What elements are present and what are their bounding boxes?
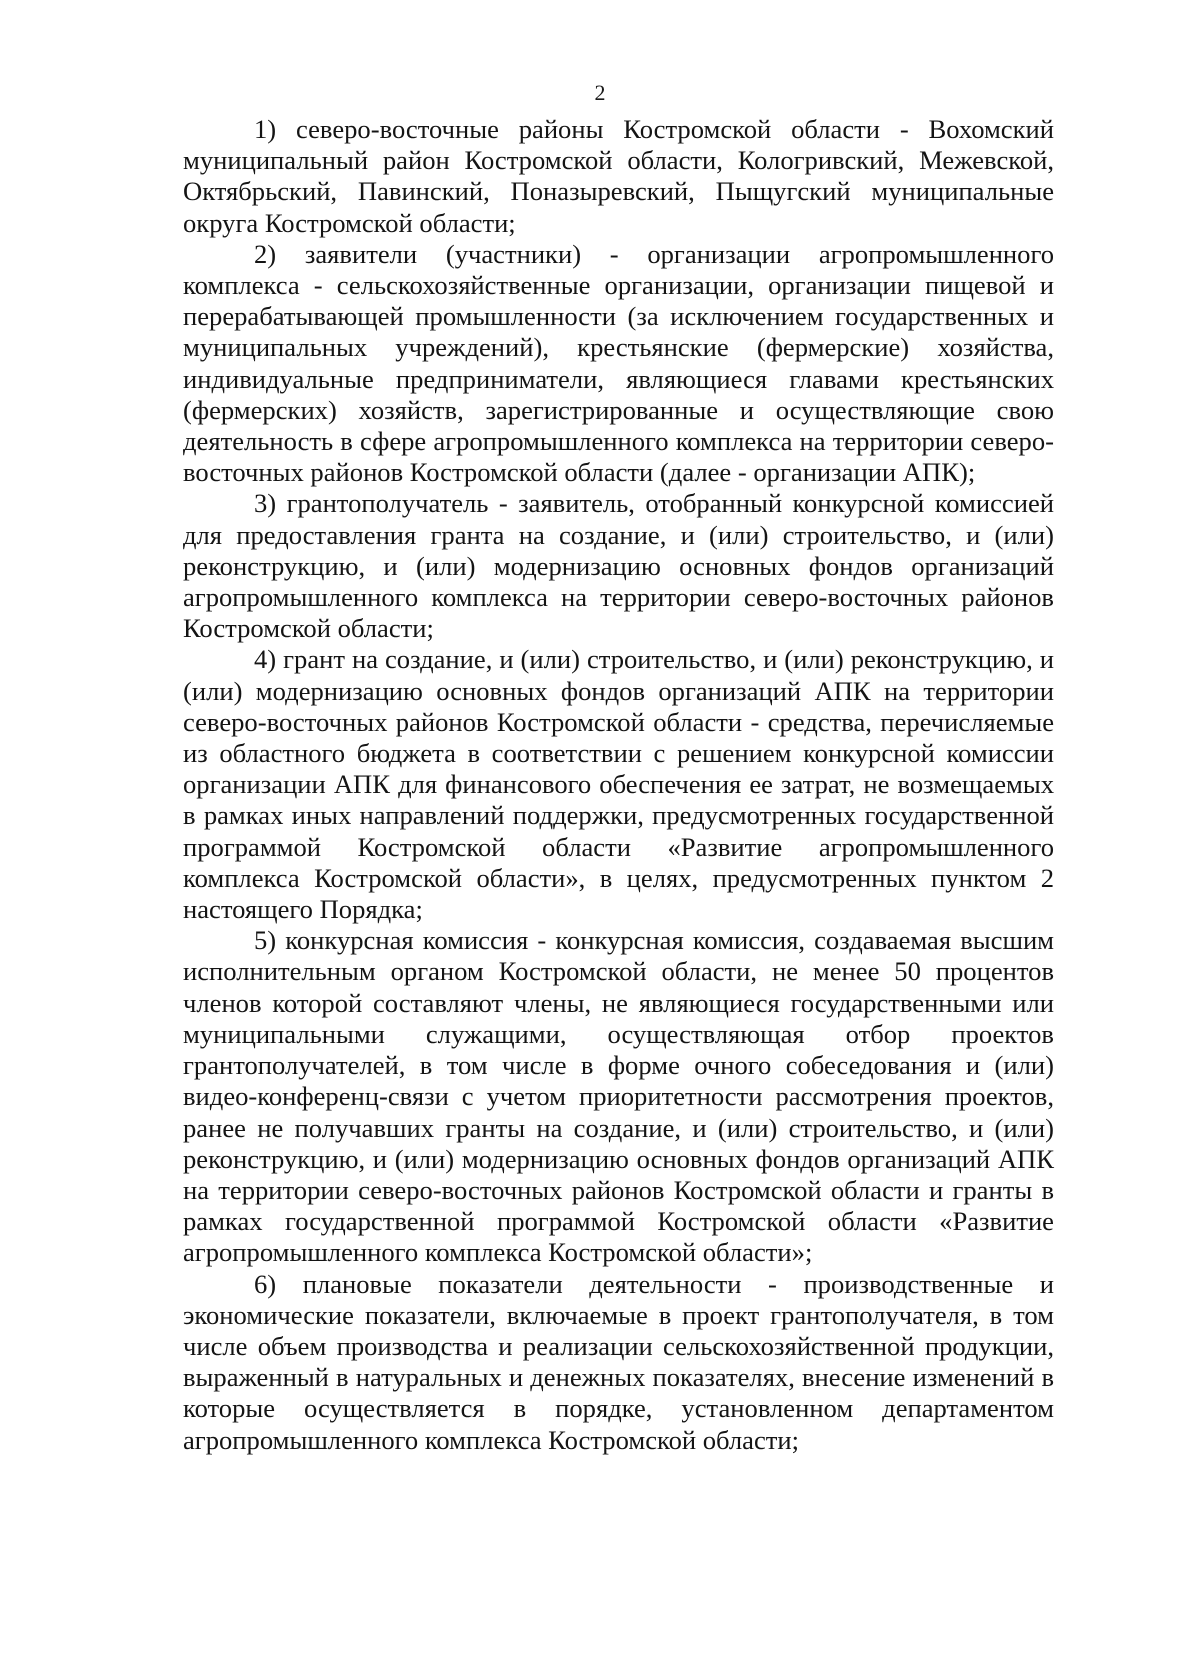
definition-item-5: 5) конкурсная комиссия - конкурсная комиссия, создаваемая высшим исполнительным органом Костромской области, не менее 50 процентов членов которой составляют члены, не являющиеся государственными или муниципальными служащими, осуществляющая отбор проектов грантополучателей, в том числе в форме очного собеседования и (или) видео-конференц-связи с учетом приоритетности рассмотрения проектов, ранее не получавших гранты на создание, и (или) строительство, и (или) реконструкцию, и (или) модернизацию основных фондов организаций АПК на территории северо-восточных районов Костромской области и гранты в рамках государственной программой Костромской области «Развитие агропромышленного комплекса Костромской области»; — [183, 925, 1054, 1268]
definition-item-3: 3) грантополучатель - заявитель, отобранный конкурсной комиссией для предоставления гранта на создание, и (или) строительство, и (или) реконструкцию, и (или) модернизацию основных фондов организаций агропромышленного комплекса на территории северо-восточных районов Костромской области; — [183, 488, 1054, 644]
page-number: 2 — [594, 80, 606, 105]
definition-item-6: 6) плановые показатели деятельности - производственные и экономические показатели, включаемые в проект грантополучателя, в том числе объем производства и реализации сельскохозяйственной продукции, выраженный в натуральных и денежных показателях, внесение изменений в которые осуществляется в порядке, установленном департаментом агропромышленного комплекса Костромской области; — [183, 1268, 1054, 1455]
definition-item-1: 1) северо-восточные районы Костромской области - Вохомский муниципальный район Костромской области, Кологривский, Межевской, Октябрьский, Павинский, Поназыревский, Пыщугский муниципальные округа Костромской области; — [183, 114, 1054, 238]
document-body — [183, 114, 1054, 1456]
definition-item-4: 4) грант на создание, и (или) строительство, и (или) реконструкцию, и (или) модернизацию основных фондов организаций АПК на территории северо-восточных районов Костромской области - средства, перечисляемые из областного бюджета в соответствии с решением конкурсной комиссии организации АПК для финансового обеспечения ее затрат, не возмещаемых в рамках иных направлений поддержки, предусмотренных государственной программой Костромской области «Развитие агропромышленного комплекса Костромской области», в целях, предусмотренных пунктом 2 настоящего Порядка; — [183, 644, 1054, 925]
definition-item-2: 2) заявители (участники) - организации агропромышленного комплекса - сельскохозяйственные организации, организации пищевой и перерабатывающей промышленности (за исключением государственных и муниципальных учреждений), крестьянские (фермерские) хозяйства, индивидуальные предприниматели, являющиеся главами крестьянских (фермерских) хозяйств, зарегистрированные и осуществляющие свою деятельность в сфере агропромышленного комплекса на территории северо-восточных районов Костромской области (далее - организации АПК); — [183, 238, 1054, 488]
